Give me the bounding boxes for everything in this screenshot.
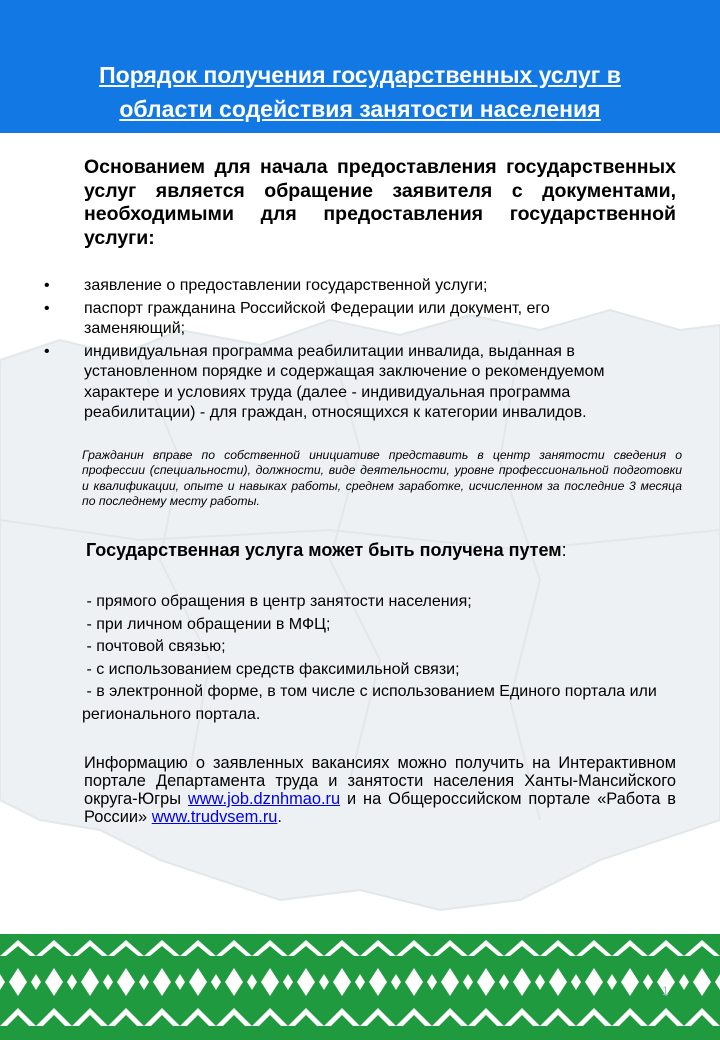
ornament-footer (0, 934, 720, 1040)
list-item-text: индивидуальная программа реабилитации инвалида, выданная в установленном порядке и содержащая заключение о рекомендуемом характере и условиях труда (далее - индивидуальная программа реабилитации) - для граждан, относящихся к категории инвалидов. (84, 342, 605, 421)
list-item: - с использованием средств факсимильной связи; (82, 660, 460, 678)
ways-heading (86, 540, 567, 561)
info-text-3: . (277, 808, 282, 826)
list-item: - почтовой связью; (82, 638, 226, 656)
list-item: - при личном обращении в МФЦ; (82, 615, 331, 633)
page-title-line1: Порядок получения государственных услуг в (99, 62, 621, 88)
list-item (0, 276, 654, 297)
ways-heading-text: Государственная услуга может быть получена путем (86, 540, 562, 560)
list-item-text: заявление о предоставлении государственной услуги; (84, 277, 488, 294)
bullet-icon: • (44, 342, 50, 360)
list-item (0, 342, 654, 424)
bullet-icon: • (44, 299, 50, 317)
list-item-text: паспорт гражданина Российской Федерации или документ, его заменяющий; (84, 299, 550, 337)
job-portal-link[interactable]: www.job.dznhmao.ru (187, 790, 341, 808)
list-item: - прямого обращения в центр занятости населения; (82, 593, 472, 610)
info-text-1: Информацию о заявленных вакансиях можно получить на Интерактивном портале Департамента труда и занятости населения Ханты-Мансийского округа-Югры (84, 754, 676, 808)
info-paragraph (84, 754, 676, 826)
documents-list (0, 276, 720, 426)
trudvsem-link[interactable]: www.trudvsem.ru (151, 808, 278, 826)
lead-paragraph: Основанием для начала предоставления государственных услуг является обращение заявителя с документами, необходимыми для предоставления государственной услуги: (84, 156, 676, 249)
page-number: 1 (662, 984, 669, 998)
ways-list (82, 591, 682, 727)
page-title-line2: области содействия занятости населения (119, 96, 601, 122)
list-item: - в электронной форме, в том числе с использованием Единого портала или регионального портала. (82, 683, 662, 723)
info-text-2: и на Общероссийском портале «Работа в России» (84, 790, 676, 826)
bullet-icon: • (44, 277, 50, 294)
list-item (0, 299, 654, 340)
ways-heading-colon: : (561, 540, 567, 560)
note-paragraph: Гражданин вправе по собственной инициативе представить в центр занятости сведения о профессии (специальности), должности, виде деятельности, уровне профессиональной подготовки и квалификации, опыте и навыках работы, среднем заработке, исчисленном за последние 3 месяца по последнему месту работы. (82, 448, 682, 508)
